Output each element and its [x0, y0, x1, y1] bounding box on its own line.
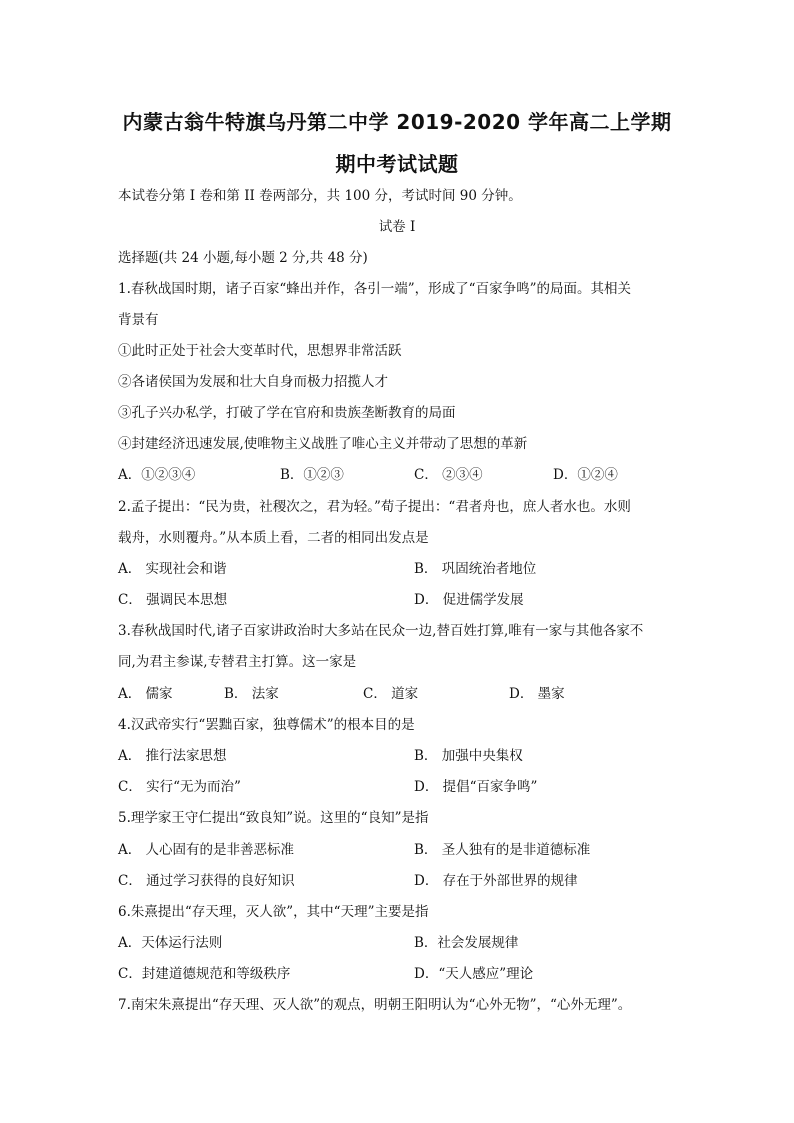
- question-6-option-c: C．封建道德规范和等级秩序: [118, 966, 291, 982]
- question-1-statement-3: ③孔子兴办私学，打破了学在官府和贵族垄断教育的局面: [118, 405, 456, 421]
- question-2-option-c: C． 强调民本思想: [118, 592, 228, 608]
- question-4-option-d: D． 提倡“百家争鸣”: [414, 779, 538, 795]
- question-1-option-c: C． ②③④: [414, 467, 483, 483]
- question-1-option-a: A．①②③④: [118, 467, 196, 483]
- question-4-option-a: A． 推行法家思想: [118, 748, 227, 764]
- question-5-stem: 5.理学家王守仁提出“致良知”说。这里的“良知”是指: [118, 810, 429, 826]
- question-2-stem-line1: 2.孟子提出：“民为贵，社稷次之，君为轻。”荀子提出：“君者舟也，庶人者水也。水则: [118, 499, 631, 515]
- question-6-option-d: D．“天人感应”理论: [414, 966, 534, 982]
- question-3-option-a: A． 儒家: [118, 686, 173, 702]
- question-4-option-b: B． 加强中央集权: [414, 748, 523, 764]
- exam-title-line1: 内蒙古翁牛特旗乌丹第二中学 2019-2020 学年高二上学期: [122, 110, 672, 134]
- question-7-stem: 7.南宋朱熹提出“存天理、灭人欲”的观点，明朝王阳明认为“心外无物”，“心外无理”。: [118, 997, 632, 1013]
- question-6-option-a: A．天体运行法则: [118, 935, 223, 951]
- question-1-stem-line2: 背景有: [118, 312, 159, 328]
- question-1-statement-1: ①此时正处于社会大变革时代，思想界非常活跃: [118, 343, 402, 359]
- question-3-option-d: D． 墨家: [509, 686, 565, 702]
- question-2-option-b: B． 巩固统治者地位: [414, 561, 537, 577]
- question-6-option-b: B．社会发展规律: [414, 935, 519, 951]
- question-2-option-a: A． 实现社会和谐: [118, 561, 227, 577]
- question-5-option-b: B． 圣人独有的是非道德标准: [414, 842, 591, 858]
- question-4-stem: 4.汉武帝实行“罢黜百家，独尊儒术”的根本目的是: [118, 717, 415, 733]
- question-2-option-d: D． 促进儒学发展: [414, 592, 524, 608]
- question-2-stem-line2: 载舟，水则覆舟。”从本质上看，二者的相同出发点是: [118, 530, 429, 546]
- question-1-statement-4: ④封建经济迅速发展,使唯物主义战胜了唯心主义并带动了思想的革新: [118, 436, 528, 452]
- question-5-option-a: A． 人心固有的是非善恶标准: [118, 842, 295, 858]
- section-description: 选择题(共 24 小题,每小题 2 分,共 48 分): [118, 250, 368, 266]
- question-3-stem-line2: 同,为君主参谋,专替君主打算。这一家是: [118, 654, 357, 670]
- question-4-option-c: C． 实行“无为而治”: [118, 779, 241, 795]
- question-1-option-d: D．①②④: [553, 467, 618, 483]
- question-3-option-c: C． 道家: [363, 686, 419, 702]
- question-1-option-b: B．①②③: [280, 467, 344, 483]
- exam-title-line2: 期中考试试题: [335, 152, 459, 176]
- exam-intro: 本试卷分第 I 卷和第 II 卷两部分，共 100 分，考试时间 90 分钟。: [118, 188, 522, 204]
- question-3-stem-line1: 3.春秋战国时代,诸子百家讲政治时大多站在民众一边,替百姓打算,唯有一家与其他各家不: [118, 623, 644, 639]
- question-6-stem: 6.朱熹提出“存天理，灭人欲”，其中“天理”主要是指: [118, 904, 429, 920]
- question-1-statement-2: ②各诸侯国为发展和壮大自身而极力招揽人才: [118, 374, 388, 390]
- question-5-option-d: D． 存在于外部世界的规律: [414, 873, 578, 889]
- section-heading: 试卷 I: [378, 219, 416, 235]
- question-1-stem-line1: 1.春秋战国时期，诸子百家“蜂出并作，各引一端”，形成了“百家争鸣”的局面。其相关: [118, 281, 631, 297]
- question-5-option-c: C． 通过学习获得的良好知识: [118, 873, 295, 889]
- question-3-option-b: B． 法家: [224, 686, 279, 702]
